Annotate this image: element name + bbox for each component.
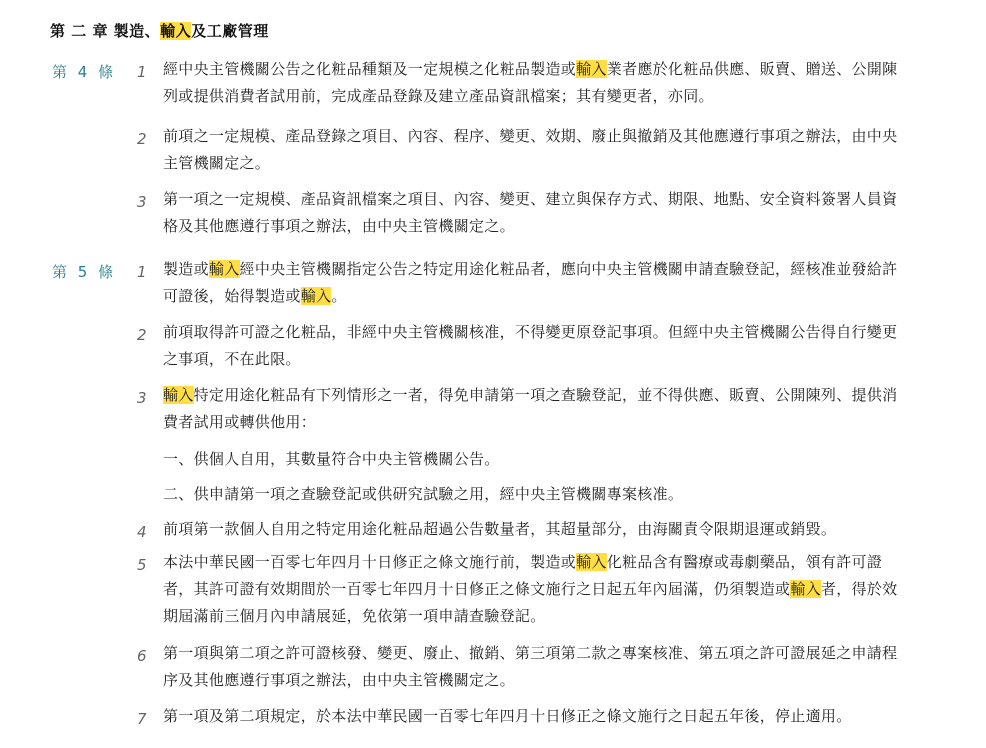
paragraph-text [163,123,935,177]
paragraph-number: 5 [137,556,147,574]
text-segment: 一、供個人自用，其數量符合中央主管機關公告。 [163,450,500,468]
text-line [163,603,935,630]
text-segment: 製造或 [163,260,209,278]
chapter-heading-prefix: 第 二 章 製造、 [50,22,161,40]
paragraph-text [163,640,935,694]
search-highlight: 輸入 [208,260,240,278]
text-line [163,213,935,240]
text-segment: 主管機關定之。 [163,154,271,172]
text-line [163,283,935,310]
paragraph-number: 4 [137,523,147,541]
text-line [163,409,935,436]
paragraph-text [163,516,935,543]
text-line [163,150,935,177]
paragraph-text [163,382,935,436]
text-segment: 本法中華民國一百零七年四月十日修正之條文施行前，製造或 [163,553,577,571]
text-segment: 。 [331,287,347,305]
chapter-heading [50,20,269,41]
paragraph-text [163,446,935,473]
text-line [163,319,935,346]
article-number-link[interactable]: 第 5 條 [52,263,117,281]
text-line [163,516,935,543]
search-highlight: 輸入 [160,22,192,40]
text-segment: 之事項，不在此限。 [163,350,301,368]
text-line [163,549,935,576]
text-segment: 第一項及第二項規定，於本法中華民國一百零七年四月十日修正之條文施行之日起五年後，停止適用。 [163,707,852,725]
text-line [163,382,935,409]
paragraph-text [163,481,935,508]
search-highlight: 輸入 [163,386,194,404]
text-line [163,123,935,150]
text-segment: 可證後，始得製造或 [163,287,301,305]
text-segment: 經中央主管機關公告之化粧品種類及一定規模之化粧品製造或 [163,60,577,78]
search-highlight: 輸入 [576,60,607,78]
paragraph-number: 2 [137,326,147,344]
search-highlight: 輸入 [790,580,821,598]
text-line [163,703,935,730]
text-segment: 二、供申請第一項之查驗登記或供研究試驗之用，經中央主管機關專案核准。 [163,485,684,503]
text-line [163,256,935,283]
paragraph-text [163,703,935,730]
paragraph-number: 3 [137,193,147,211]
paragraph-number: 1 [137,63,147,81]
text-segment: 費者試用或轉供他用： [163,413,317,431]
text-line [163,346,935,373]
paragraph-text [163,186,935,240]
text-line [163,83,935,110]
text-segment: 特定用途化粧品有下列情形之一者，得免申請第一項之查驗登記，並不得供應、販賣、公開陳列、提供消 [193,386,898,404]
text-segment: 期屆滿前三個月內申請展延，免依第一項申請查驗登記。 [163,607,546,625]
text-segment: 者，其許可證有效期間於一百零七年四月十日修正之條文施行之日起五年內屆滿，仍須製造或 [163,580,791,598]
text-line [163,481,935,508]
paragraph-text [163,56,935,110]
text-line [163,446,935,473]
article-number-link[interactable]: 第 4 條 [52,63,117,81]
text-line [163,56,935,83]
paragraph-text [163,549,935,630]
paragraph-number: 3 [137,389,147,407]
text-segment: 格及其他應遵行事項之辦法，由中央主管機關定之。 [163,217,515,235]
text-segment: 第一項之一定規模、產品資訊檔案之項目、內容、變更、建立與保存方式、期限、地點、安全資料簽署人員資 [163,190,898,208]
text-segment: 前項第一款個人自用之特定用途化粧品超過公告數量者，其超量部分，由海關責令限期退運或銷毀。 [163,520,837,538]
text-line [163,576,935,603]
text-line [163,640,935,667]
text-segment: 列或提供消費者試用前，完成產品登錄及建立產品資訊檔案；其有變更者，亦同。 [163,87,714,105]
text-segment: 化粧品含有醫療或毒劇藥品，領有許可證 [606,553,883,571]
search-highlight: 輸入 [576,553,607,571]
paragraph-text [163,319,935,373]
text-segment: 前項取得許可證之化粧品，非經中央主管機關核准，不得變更原登記事項。但經中央主管機關公告得自行變更 [163,323,898,341]
chapter-heading-suffix: 及工廠管理 [191,22,269,40]
text-segment: 者，得於效 [820,580,898,598]
text-segment: 前項之一定規模、產品登錄之項目、內容、程序、變更、效期、廢止與撤銷及其他應遵行事項之辦法，由中央 [163,127,898,145]
text-segment: 業者應於化粧品供應、販賣、贈送、公開陳 [606,60,898,78]
text-segment: 第一項與第二項之許可證核發、變更、廢止、撤銷、第三項第二款之專案核准、第五項之許可證展延之申請程 [163,644,898,662]
paragraph-number: 6 [137,647,147,665]
text-segment: 序及其他應遵行事項之辦法，由中央主管機關定之。 [163,671,515,689]
paragraph-number: 1 [137,263,147,281]
text-line [163,667,935,694]
search-highlight: 輸入 [300,287,332,305]
text-line [163,186,935,213]
paragraph-number: 7 [137,710,147,728]
paragraph-number: 2 [137,130,147,148]
paragraph-text [163,256,935,310]
text-segment: 經中央主管機關指定公告之特定用途化粧品者，應向中央主管機關申請查驗登記，經核准並發給許 [239,260,898,278]
